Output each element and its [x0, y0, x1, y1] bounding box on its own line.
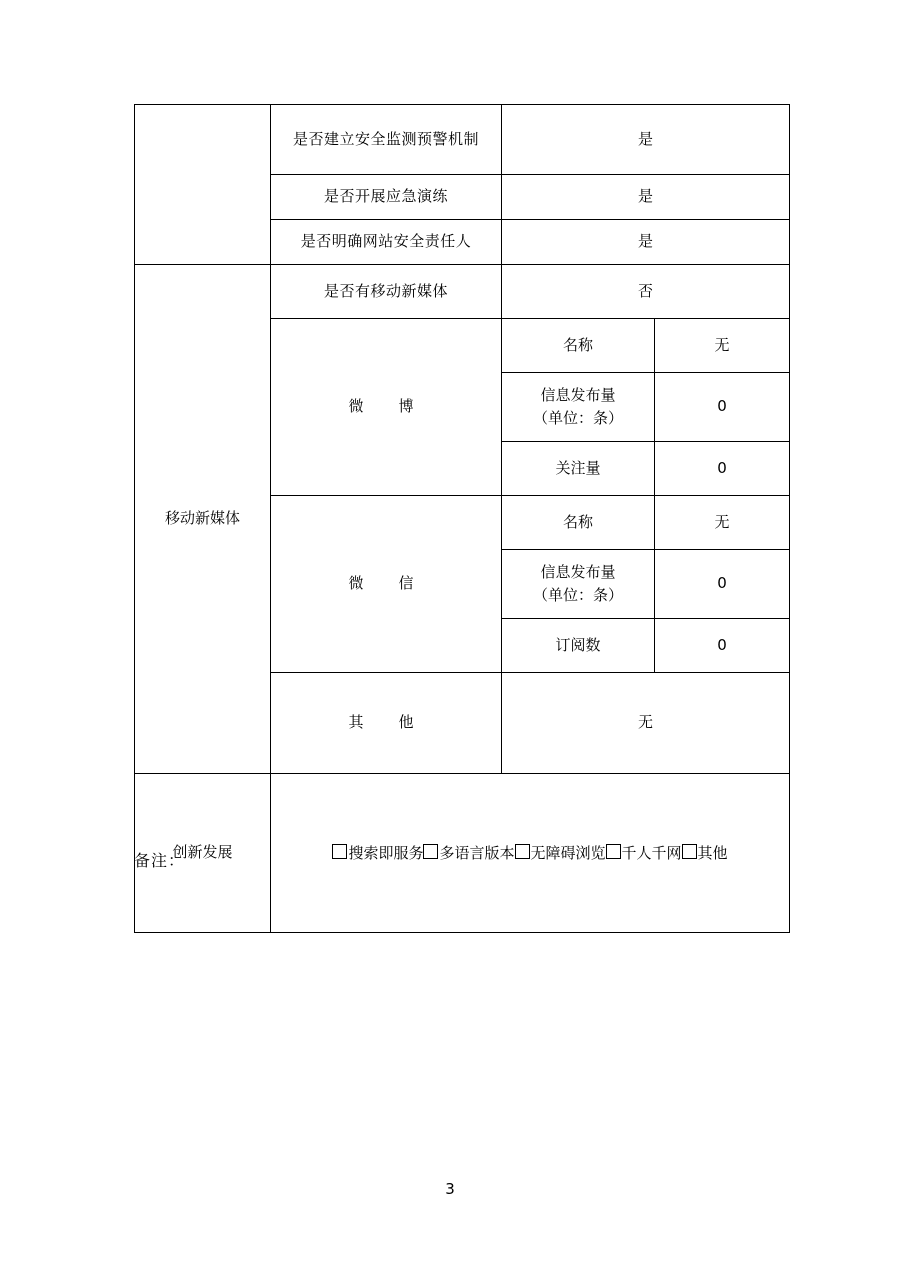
- has-mobile-media-label: 是否有移动新媒体: [271, 265, 502, 319]
- table-row: [502, 442, 789, 496]
- innovation-option-3-label: 千人千网: [621, 844, 682, 862]
- innovation-option-4[interactable]: [682, 841, 728, 865]
- weixin-item-label-1-line2: （单位：条）: [533, 586, 624, 604]
- table-row: [502, 550, 789, 619]
- security-row-value-1: 是: [502, 175, 790, 220]
- checkbox-icon[interactable]: [682, 844, 697, 859]
- checkbox-icon[interactable]: [515, 844, 530, 859]
- security-row-value-0: 是: [502, 105, 790, 175]
- weixin-item-label-2: 订阅数: [502, 619, 655, 673]
- innovation-checkbox-row: [277, 841, 783, 865]
- table-row: [135, 774, 790, 933]
- weixin-item-label-1: [502, 550, 655, 619]
- page-number: 3: [445, 1180, 455, 1198]
- website-report-table: [134, 104, 790, 933]
- security-row-label-1: 是否开展应急演练: [271, 175, 502, 220]
- innovation-option-1[interactable]: [423, 841, 514, 865]
- weibo-item-label-2: 关注量: [502, 442, 655, 496]
- weixin-item-value-1: 0: [655, 550, 789, 619]
- checkbox-icon[interactable]: [332, 844, 347, 859]
- table-row: [135, 265, 790, 319]
- other-media-value: 无: [502, 673, 790, 774]
- weibo-item-value-0: 无: [655, 319, 789, 373]
- innovation-option-4-label: 其他: [697, 844, 728, 862]
- weibo-item-label-1-line2: （单位：条）: [533, 409, 624, 427]
- weibo-label: 微 博: [271, 319, 502, 496]
- checkbox-icon[interactable]: [423, 844, 438, 859]
- innovation-option-0-label: 搜索即服务: [348, 844, 424, 862]
- table-row: [502, 496, 789, 550]
- innovation-option-2-label: 无障碍浏览: [530, 844, 606, 862]
- weibo-item-label-1: [502, 373, 655, 442]
- innovation-option-2[interactable]: [515, 841, 606, 865]
- innovation-option-0[interactable]: [332, 841, 423, 865]
- weibo-item-label-1-line1: 信息发布量: [540, 385, 616, 404]
- weixin-label: 微 信: [271, 496, 502, 673]
- weibo-details-cell: [502, 319, 790, 496]
- security-row-label-2: 是否明确网站安全责任人: [271, 220, 502, 265]
- weixin-item-label-1-line1: 信息发布量: [540, 562, 616, 581]
- weibo-item-value-1: 0: [655, 373, 789, 442]
- has-mobile-media-value: 否: [502, 265, 790, 319]
- weixin-item-value-2: 0: [655, 619, 789, 673]
- weixin-item-label-0: 名称: [502, 496, 655, 550]
- security-section-label-cell: [135, 105, 271, 265]
- innovation-options-cell: [271, 774, 790, 933]
- table-row: [502, 619, 789, 673]
- weibo-item-value-2: 0: [655, 442, 789, 496]
- innovation-section-label: 创新发展: [135, 774, 271, 933]
- innovation-option-3[interactable]: [606, 841, 682, 865]
- table-row: [502, 373, 789, 442]
- security-row-value-2: 是: [502, 220, 790, 265]
- weixin-inner-table: [502, 496, 789, 672]
- remark-label: 备注：: [134, 851, 186, 870]
- table-row: [135, 105, 790, 175]
- other-media-label: 其 他: [271, 673, 502, 774]
- mobile-media-section-label: 移动新媒体: [135, 265, 271, 774]
- weibo-item-label-0: 名称: [502, 319, 655, 373]
- weixin-item-value-0: 无: [655, 496, 789, 550]
- checkbox-icon[interactable]: [606, 844, 621, 859]
- weixin-details-cell: [502, 496, 790, 673]
- table-row: [502, 319, 789, 373]
- security-row-label-0: 是否建立安全监测预警机制: [271, 105, 502, 175]
- innovation-option-1-label: 多语言版本: [439, 844, 515, 862]
- weibo-inner-table: [502, 319, 789, 495]
